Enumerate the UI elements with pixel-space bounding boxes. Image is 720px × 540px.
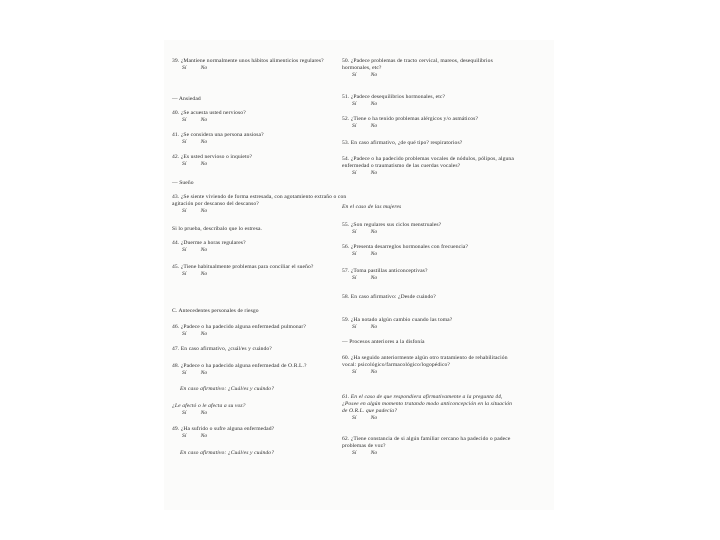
question-42: 42. ¿Es usted nervioso o inquieto? Sí No — [172, 154, 253, 167]
question-53: 53. En caso afirmativo, ¿de qué tipo? respiratorios? — [342, 140, 463, 146]
question-49-followup: En caso afirmativo: ¿Cuál/es y cuándo? — [180, 450, 275, 456]
question-60: 60. ¿Ha seguido anteriormente algún otro tratamiento de rehabilitación vocal: psicológico/farmacológico/logopédico? Sí No — [342, 355, 508, 375]
question-43-followup: Si lo prueba, descríbalo que lo estresa. — [172, 226, 263, 232]
question-39: 39. ¿Mantiene normalmente unos hábitos alimenticios regulares? Sí No — [172, 58, 324, 71]
section-mujeres: En el caso de las mujeres — [342, 204, 402, 210]
question-57: 57. ¿Toma pastillas anticonceptivas? Sí No — [342, 268, 428, 281]
question-48: 48. ¿Padece o ha padecido alguna enfermedad de O.R.L.? Sí No — [172, 363, 307, 376]
question-56: 56. ¿Presenta desarreglos hormonales con frecuencia? Sí No — [342, 244, 469, 257]
section-procesos: — Procesos anteriores a la disfonía — [342, 339, 425, 345]
question-41: 41. ¿Se considera una persona ansiosa? Sí No — [172, 132, 264, 145]
question-59: 59. ¿Ha notado algún cambio cuando las toma? Sí No — [342, 317, 453, 330]
question-45: 45. ¿Tiene habitualmente problemas para conciliar el sueño? Sí No — [172, 264, 314, 277]
answer-options: Sí No — [182, 65, 208, 71]
question-54: 54. ¿Padece o ha padecido problemas vocales de nódulos, pólipos, alguna enfermedad o traumatismo de las cuerdas vocales? Sí No — [342, 156, 514, 176]
section-ansiedad: — Ansiedad — [172, 96, 201, 102]
question-50: 50. ¿Padece problemas de tracto cervical, mareos, desequilibrios hormonales, etc? Sí No — [342, 58, 493, 78]
question-48-followup: En caso afirmativo: ¿Cuál/es y cuándo? — [180, 386, 275, 392]
question-43: 43. ¿Se siente viviendo de forma estresada, con agotamiento extraño o con agitación por descanso del descanso? Sí No — [172, 194, 347, 214]
section-sueno: — Sueño — [172, 180, 194, 186]
question-47: 47. En caso afirmativo, ¿cuál/es y cuándo? — [172, 346, 272, 352]
question-48-voice: ¿Le afectó o le afecta a su voz? Sí No — [172, 403, 246, 416]
question-61: 61. En el caso de que respondiera afirmativamente a la pregunta 44, ¿Posee en algún momento tratando modo anticoncepción en la situación de O.R.L. que padecía? Sí No — [342, 394, 513, 421]
question-58: 58. En caso afirmativo: ¿Desde cuándo? — [342, 294, 436, 300]
question-40: 40. ¿Se acuesta usted nervioso? Sí No — [172, 110, 246, 123]
question-44: 44. ¿Duerme a horas regulares? Sí No — [172, 240, 246, 253]
section-antecedentes: C. Antecedentes personales de riesgo — [172, 308, 259, 314]
question-52: 52. ¿Tiene o ha tenido problemas alérgicos y/o asmáticos? Sí No — [342, 116, 479, 129]
question-49: 49. ¿Ha sufrido o sufre alguna enfermedad? Sí No — [172, 426, 275, 439]
question-46: 46. ¿Padece o ha padecido alguna enfermedad pulmonar? Sí No — [172, 324, 306, 337]
question-51: 51. ¿Padece desequilibrios hormonales, etc? Sí No — [342, 94, 446, 107]
question-55: 55. ¿Son regulares sus ciclos menstruales? Sí No — [342, 222, 442, 235]
question-62: 62. ¿Tiene constancia de si algún familiar cercano ha padecido o padece problemas de voz? Sí No — [342, 436, 511, 456]
document-page — [164, 40, 554, 510]
